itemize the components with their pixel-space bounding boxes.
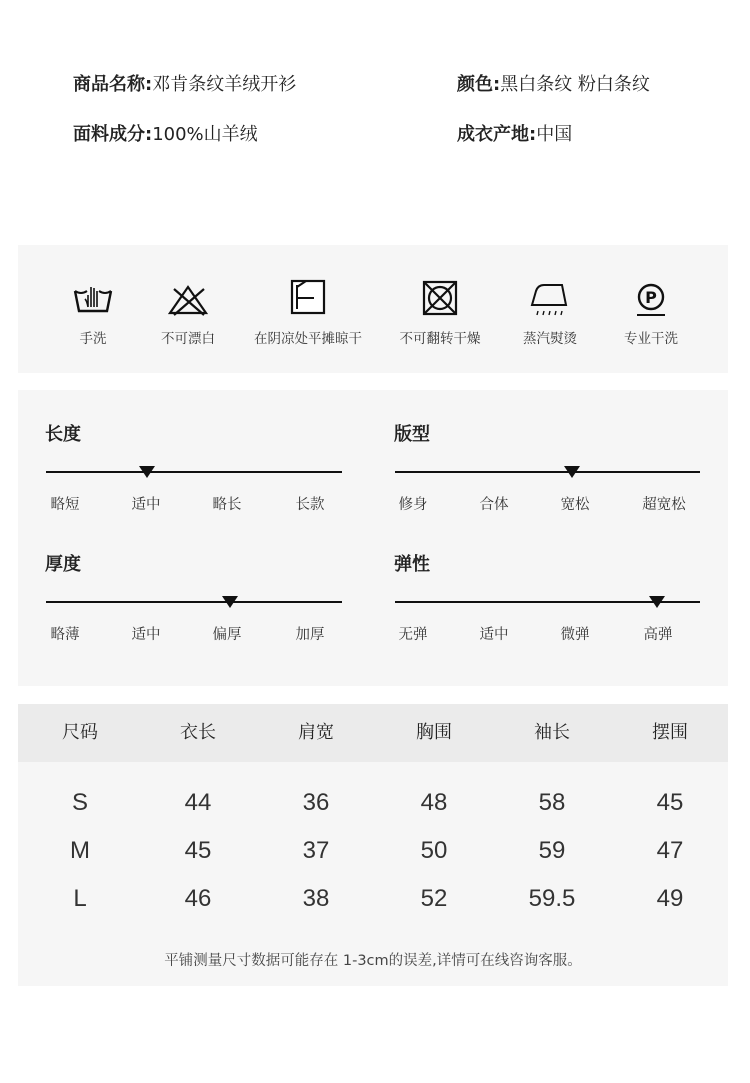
column-header: 尺码: [62, 722, 98, 743]
measurement-note: 平铺测量尺寸数据可能存在 1-3cm的误差,详情可在线咨询客服。: [164, 953, 582, 969]
scale-option: 略薄: [50, 627, 80, 643]
table-cell: 46: [184, 885, 212, 912]
fit-scale-line: [395, 471, 700, 473]
scale-option: 加厚: [295, 627, 325, 643]
length-indicator: [139, 466, 155, 478]
care-label: 不可漂白: [161, 331, 215, 347]
table-cell: L: [73, 885, 87, 912]
table-cell: 59.5: [528, 885, 576, 912]
column-header: 肩宽: [298, 722, 334, 743]
table-cell: 47: [656, 837, 684, 864]
scale-option: 适中: [131, 627, 161, 643]
scale-option: 合体: [479, 497, 509, 513]
table-cell: 59: [538, 837, 566, 864]
table-cell: S: [71, 789, 88, 816]
thickness-scale-line: [46, 601, 342, 603]
scale-option: 超宽松: [642, 497, 686, 513]
no-bleach-icon: [164, 279, 212, 319]
scale-option: 略短: [50, 497, 80, 513]
steam-iron-icon: [526, 279, 574, 319]
care-label: 不可翻转干燥: [399, 331, 481, 347]
care-label: 手洗: [79, 331, 107, 347]
shade-dry-flat-icon: [284, 279, 332, 319]
dry-clean-icon: [627, 279, 675, 319]
table-cell: 49: [656, 885, 684, 912]
table-cell: 45: [656, 789, 684, 816]
column-header: 摆围: [652, 722, 688, 743]
table-cell: 44: [184, 789, 212, 816]
care-label: 蒸汽熨烫: [523, 331, 577, 347]
thickness-indicator: [222, 596, 238, 608]
column-header: 袖长: [534, 722, 570, 743]
elasticity-title: 弹性: [394, 554, 430, 575]
scale-option: 适中: [131, 497, 161, 513]
table-cell: 45: [184, 837, 212, 864]
table-cell: 58: [538, 789, 566, 816]
scale-option: 略长: [212, 497, 242, 513]
table-cell: 36: [302, 789, 330, 816]
scale-option: 无弹: [398, 627, 428, 643]
scale-option: 高弹: [643, 627, 673, 643]
scale-option: 宽松: [560, 497, 590, 513]
svg-text:P: P: [645, 288, 657, 307]
product-origin: 成衣产地:中国: [457, 124, 573, 145]
scale-option: 适中: [479, 627, 509, 643]
table-cell: 38: [302, 885, 330, 912]
table-cell: 48: [420, 789, 448, 816]
care-label: 专业干洗: [624, 331, 678, 347]
size-table-header: [18, 704, 728, 762]
length-scale-line: [46, 471, 342, 473]
column-header: 衣长: [180, 722, 216, 743]
thickness-title: 厚度: [45, 554, 81, 575]
scale-option: 修身: [398, 497, 428, 513]
table-cell: M: [70, 837, 90, 864]
product-name: 商品名称:邓肯条纹羊绒开衫: [73, 74, 297, 95]
hand-wash-icon: [69, 279, 117, 319]
table-cell: 37: [302, 837, 330, 864]
no-tumble-dry-icon: [416, 279, 464, 319]
product-fabric: 面料成分:100%山羊绒: [73, 124, 258, 145]
scale-option: 长款: [295, 497, 325, 513]
table-cell: 50: [420, 837, 448, 864]
length-title: 长度: [45, 424, 81, 445]
care-panel: [18, 245, 728, 373]
size-table: [18, 704, 728, 986]
scale-option: 偏厚: [212, 627, 242, 643]
product-color: 颜色:黑白条纹 粉白条纹: [457, 74, 650, 95]
care-label: 在阴凉处平摊晾干: [254, 331, 362, 347]
fit-title: 版型: [394, 424, 430, 445]
table-cell: 52: [420, 885, 448, 912]
fit-scales-panel: [18, 390, 728, 686]
column-header: 胸围: [416, 722, 452, 743]
fit-indicator: [564, 466, 580, 478]
elasticity-indicator: [649, 596, 665, 608]
scale-option: 微弹: [560, 627, 590, 643]
